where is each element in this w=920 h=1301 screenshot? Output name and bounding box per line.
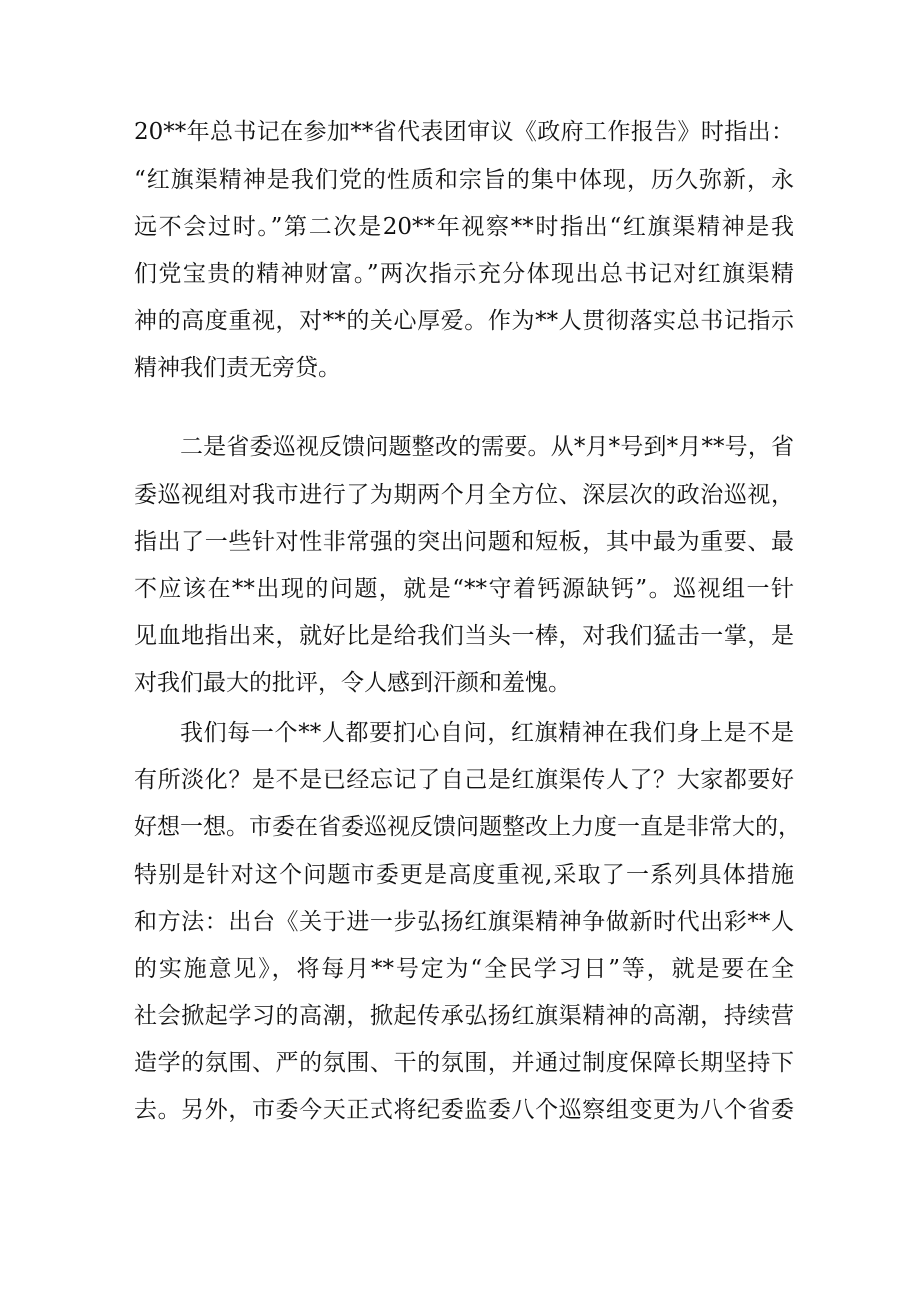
paragraph-1-line-2: “红旗渠精神是我们党的性质和宗旨的集中体现，历久弥新，永 (134, 167, 794, 193)
paragraph-3-line-8: 造学的氛围、严的氛围、干的氛围，并通过制度保障长期坚持下 (134, 1050, 794, 1076)
paragraph-3-line-2: 有所淡化？是不是已经忘记了自己是红旗渠传人了？大家都要好 (134, 767, 794, 793)
paragraph-1-line-3: 远不会过时。”第二次是20**年视察**时指出“红旗渠精神是我 (134, 214, 794, 240)
paragraph-1-line-5: 神的高度重视，对**的关心厚爱。作为**人贯彻落实总书记指示 (134, 308, 794, 334)
paragraph-2-line-2: 委巡视组对我市进行了为期两个月全方位、深层次的政治巡视， (134, 482, 794, 508)
paragraph-3-line-1: 我们每一个**人都要扪心自问，红旗精神在我们身上是不是 (180, 720, 794, 746)
paragraph-1-line-1: 20**年总书记在参加**省代表团审议《政府工作报告》时指出： (134, 119, 794, 145)
paragraph-2-line-3: 指出了一些针对性非常强的突出问题和短板，其中最为重要、最 (134, 529, 794, 555)
paragraph-3-line-9: 去。另外，市委今天正式将纪委监委八个巡察组变更为八个省委 (134, 1097, 794, 1123)
paragraph-2-line-5: 见血地指出来，就好比是给我们当头一棒，对我们猛击一掌，是 (134, 623, 794, 649)
paragraph-3-line-5: 和方法：出台《关于进一步弘扬红旗渠精神争做新时代出彩**人 (134, 909, 794, 935)
paragraph-3-line-7: 社会掀起学习的高潮，掀起传承弘扬红旗渠精神的高潮，持续营 (134, 1003, 794, 1029)
paragraph-3-line-4: 特别是针对这个问题市委更是高度重视,采取了一系列具体措施 (134, 862, 794, 888)
paragraph-2-line-6: 对我们最大的批评，令人感到汗颜和羞愧。 (134, 670, 571, 696)
paragraph-3-line-6: 的实施意见》，将每月**号定为“全民学习日”等，就是要在全 (134, 956, 794, 982)
paragraph-1-line-6: 精神我们责无旁贷。 (134, 355, 341, 381)
paragraph-1-line-4: 们党宝贵的精神财富。”两次指示充分体现出总书记对红旗渠精 (134, 261, 794, 287)
paragraph-2-line-4: 不应该在**出现的问题，就是“**守着钙源缺钙”。巡视组一针 (134, 576, 794, 602)
paragraph-3-line-3: 好想一想。市委在省委巡视反馈问题整改上力度一直是非常大的， (134, 814, 801, 840)
paragraph-2-line-1: 二是省委巡视反馈问题整改的需要。从*月*号到*月**号，省 (180, 434, 794, 460)
